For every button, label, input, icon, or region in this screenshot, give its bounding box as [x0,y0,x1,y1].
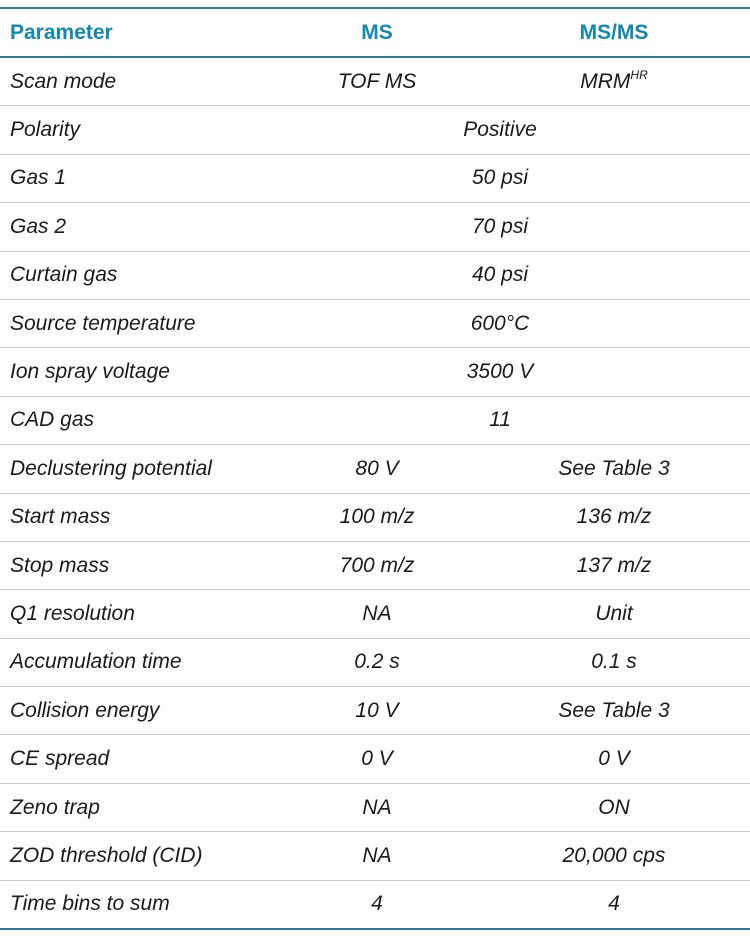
row-parameter: Zeno trap [0,783,276,831]
row-ms-value: 0 V [276,735,478,783]
table-row [0,493,750,541]
row-parameter: Accumulation time [0,638,276,686]
table-header-row [0,9,750,57]
row-parameter: Collision energy [0,687,276,735]
row-msms-value: ON [478,783,750,831]
row-msms-value: 20,000 cps [478,832,750,880]
row-parameter: Stop mass [0,541,276,589]
row-parameter: Gas 2 [0,203,276,251]
row-parameter: Gas 1 [0,154,276,202]
row-msms-value: 4 [608,892,620,916]
row-ms-value: NA [276,783,478,831]
msms-value-text: MRM [580,69,631,93]
header-msms: MS/MS [478,9,750,57]
row-parameter: Scan mode [0,57,276,106]
row-parameter: CAD gas [0,396,276,444]
row-parameter: Polarity [0,106,276,154]
table-row [0,154,750,202]
row-msms-value [478,57,750,106]
row-msms-value: See Table 3 [478,687,750,735]
row-shared-value: 50 psi [276,154,750,202]
row-shared-value: 70 psi [276,203,750,251]
row-parameter: Ion spray voltage [0,348,276,396]
row-parameter: CE spread [0,735,276,783]
header-parameter: Parameter [0,9,276,57]
table-row [0,687,750,735]
parameters-table [0,9,750,928]
table-row [0,445,750,493]
table-row [0,251,750,299]
row-shared-value: Positive [276,106,750,154]
table-row [0,880,750,928]
parameters-table-container [0,7,750,930]
row-ms-value: 80 V [276,445,478,493]
table-row [0,590,750,638]
row-shared-value: 3500 V [276,348,750,396]
table-row [0,541,750,589]
table-row [0,299,750,347]
row-msms-value: 136 m/z [478,493,750,541]
row-ms-value: 0.2 s [276,638,478,686]
table-row [0,735,750,783]
table-row [0,638,750,686]
table-row [0,57,750,106]
row-ms-value: NA [276,590,478,638]
table-bottom-rule [0,928,750,930]
row-parameter: Curtain gas [0,251,276,299]
row-msms-value: See Table 3 [478,445,750,493]
row-parameter: ZOD threshold (CID) [0,832,276,880]
msms-value-superscript: HR [630,67,648,82]
table-row [0,203,750,251]
row-msms-value: Unit [478,590,750,638]
header-ms: MS [276,9,478,57]
row-ms-value: 100 m/z [276,493,478,541]
row-msms-value: 0.1 s [478,638,750,686]
row-parameter: Q1 resolution [0,590,276,638]
row-shared-value: 11 [276,396,750,444]
row-parameter: Declustering potential [0,445,276,493]
row-ms-value: 700 m/z [276,541,478,589]
table-row [0,832,750,880]
row-shared-value: 40 psi [276,251,750,299]
row-ms-value: TOF MS [276,57,478,106]
table-row [0,783,750,831]
table-row [0,106,750,154]
row-parameter: Time bins to sum [10,892,170,916]
row-parameter: Start mass [0,493,276,541]
row-ms-value: 10 V [276,687,478,735]
row-ms-value: 4 [371,892,383,916]
row-shared-value: 600°C [276,299,750,347]
row-msms-value: 0 V [478,735,750,783]
row-msms-value: 137 m/z [478,541,750,589]
table-row [0,396,750,444]
table-row [0,348,750,396]
row-parameter: Source temperature [0,299,276,347]
row-ms-value: NA [276,832,478,880]
